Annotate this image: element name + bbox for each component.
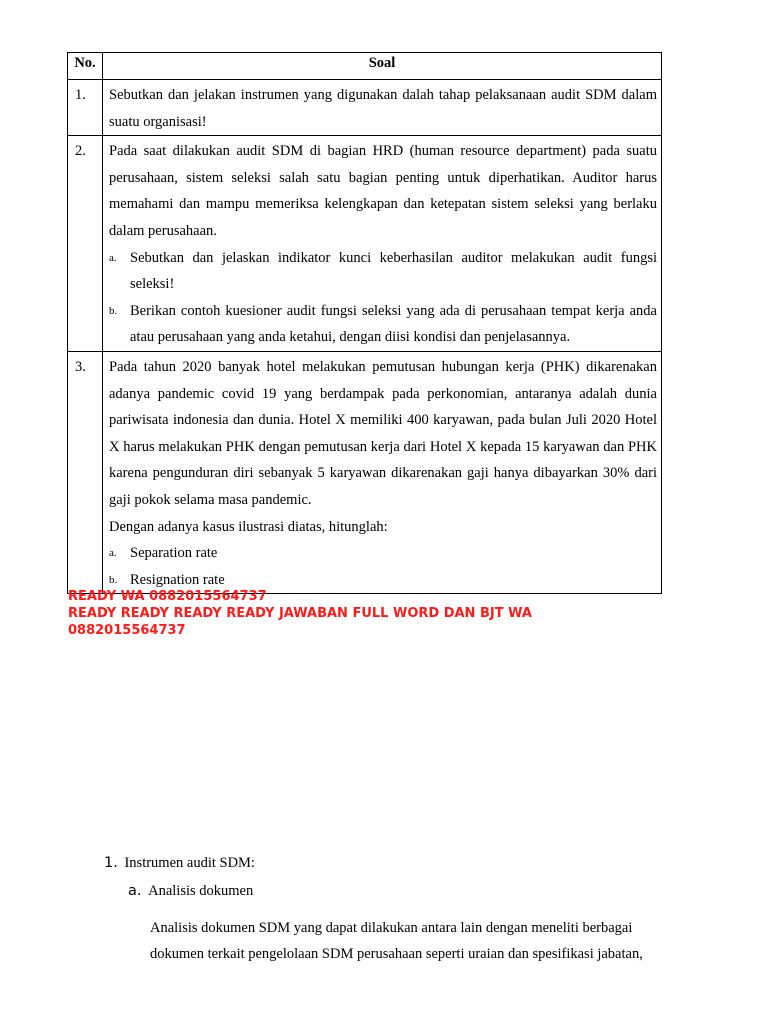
sub-text: Resignation rate xyxy=(130,571,225,588)
table-row xyxy=(68,80,662,136)
sub-marker: b. xyxy=(109,304,118,317)
answer-sub-title: Analisis dokumen xyxy=(148,883,254,899)
table-row xyxy=(68,136,662,352)
answer-paragraph-line-1: Analisis dokumen SDM yang dapat dilakukan antara lain dengan meneliti berbagai xyxy=(150,920,633,936)
question-text: Sebutkan dan jelakan instrumen yang digunakan dalah tahap pelaksanaan audit SDM dalam suatu organisasi! xyxy=(109,87,657,130)
sub-text: Berikan contoh kuesioner audit fungsi seleksi yang ada di perusahaan tempat kerja anda atau perusahaan yang anda ketahui, dengan diisi kondisi dan penjelasannya. xyxy=(130,302,657,346)
sub-marker: a. xyxy=(109,547,117,560)
answer-item-title: Instrumen audit SDM: xyxy=(124,855,255,871)
sub-question xyxy=(109,540,657,567)
table-row xyxy=(68,351,662,593)
watermark-line-2: READY READY READY READY JAWABAN FULL WORD DAN BJT WA xyxy=(68,606,532,621)
watermark-line-3: 0882015564737 xyxy=(68,623,186,638)
question-cell xyxy=(103,80,662,136)
row-number: 2. xyxy=(68,136,103,352)
answer-item-1 xyxy=(104,855,255,872)
watermark-line-1: READY WA 0882015564737 xyxy=(68,589,267,604)
answer-item-number: 1. xyxy=(104,855,118,871)
row-number: 1. xyxy=(68,80,103,136)
question-instruction: Dengan adanya kasus ilustrasi diatas, hitunglah: xyxy=(109,518,388,535)
question-cell xyxy=(103,351,662,593)
answer-sub-marker: a. xyxy=(128,883,142,899)
sub-question xyxy=(109,245,657,298)
answer-paragraph-line-2: dokumen terkait pengelolaan SDM perusahaan seperti uraian dan spesifikasi jabatan, xyxy=(150,946,643,962)
question-text: Pada tahun 2020 banyak hotel melakukan pemutusan hubungan kerja (PHK) dikarenakan adanya pandemic covid 19 yang berdampak pada perkonomian, antaranya adalah dunia pariwisata indonesia dan dunia. Hotel X memiliki 400 karyawan, pada bulan Juli 2020 Hotel X harus melakukan PHK dengan pemutusan kerja dari Hotel X kepada 15 karyawan dan PHK karena pengunduran diri sebanyak 5 karyawan dikarenakan gaji hanya dibayarkan 30% dari gaji pokok selama masa pandemic. xyxy=(109,358,657,508)
header-soal: Soal xyxy=(103,53,662,80)
sub-text: Sebutkan dan jelaskan indikator kunci keberhasilan auditor melakukan audit fungsi seleksi! xyxy=(130,249,657,293)
question-cell xyxy=(103,136,662,352)
header-no: No. xyxy=(68,53,103,80)
sub-marker: b. xyxy=(109,573,118,586)
row-number: 3. xyxy=(68,351,103,593)
answer-sub-a xyxy=(128,883,253,900)
table-header-row xyxy=(68,53,662,80)
sub-question xyxy=(109,298,657,351)
sub-marker: a. xyxy=(109,251,117,264)
questions-table xyxy=(67,52,662,594)
question-text: Pada saat dilakukan audit SDM di bagian HRD (human resource department) pada suatu perusahaan, sistem seleksi salah satu bagian penting untuk diperhatikan. Auditor harus memahami dan mampu memeriksa kelengkapan dan ketepatan sistem seleksi yang berlaku dalam perusahaan. xyxy=(109,143,657,239)
sub-text: Separation rate xyxy=(130,545,218,562)
